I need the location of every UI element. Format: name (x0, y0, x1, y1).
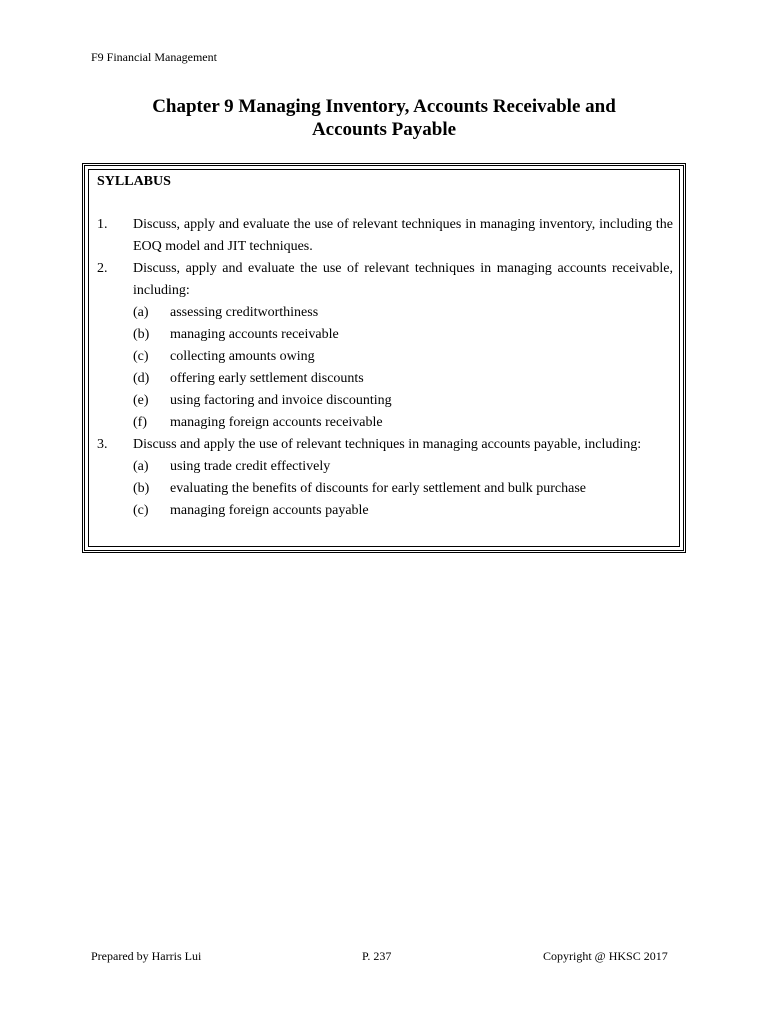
sub-item-label: (d) (133, 371, 150, 386)
sub-item-text: managing foreign accounts payable (170, 503, 369, 518)
sub-item-text: using factoring and invoice discounting (170, 393, 392, 408)
sub-item-label: (b) (133, 481, 150, 496)
footer-page-number: P. 237 (362, 949, 392, 963)
syllabus-sub-item (97, 324, 673, 346)
syllabus-item-text: Discuss, apply and evaluate the use of relevant techniques in managing accounts receivable, including: (133, 261, 673, 298)
syllabus-sub-item (97, 346, 673, 368)
syllabus-item-text: Discuss, apply and evaluate the use of relevant techniques in managing inventory, including the EOQ model and JIT techniques. (133, 217, 673, 254)
sub-item-text: managing accounts receivable (170, 327, 339, 342)
footer-copyright: Copyright @ HKSC 2017 (543, 949, 668, 963)
syllabus-item-number: 2. (97, 261, 108, 276)
syllabus-list (97, 214, 673, 522)
sub-item-text: collecting amounts owing (170, 349, 315, 364)
chapter-title-line-2: Accounts Payable (311, 119, 457, 140)
sub-item-label: (c) (133, 503, 149, 518)
sub-item-text: evaluating the benefits of discounts for early settlement and bulk purchase (170, 481, 586, 496)
chapter-title (84, 95, 684, 141)
sub-item-label: (e) (133, 393, 149, 408)
sub-item-label: (b) (133, 327, 150, 342)
sub-item-label: (f) (133, 415, 147, 430)
syllabus-sub-item (97, 478, 673, 500)
syllabus-item (97, 258, 673, 302)
syllabus-sub-item (97, 390, 673, 412)
syllabus-item-text: Discuss and apply the use of relevant techniques in managing accounts payable, including: (133, 437, 642, 452)
syllabus-sub-item (97, 412, 673, 434)
sub-item-text: managing foreign accounts receivable (170, 415, 383, 430)
footer-author: Prepared by Harris Lui (91, 949, 202, 963)
sub-item-label: (a) (133, 305, 149, 320)
chapter-title-line-1: Chapter 9 Managing Inventory, Accounts Receivable and (152, 96, 616, 117)
syllabus-item (97, 214, 673, 258)
sub-item-text: offering early settlement discounts (170, 371, 364, 386)
sub-item-label: (a) (133, 459, 149, 474)
sub-item-text: using trade credit effectively (170, 459, 331, 474)
syllabus-sub-item (97, 368, 673, 390)
page-header: F9 Financial Management (91, 50, 217, 64)
syllabus-sub-item (97, 302, 673, 324)
syllabus-heading: SYLLABUS (97, 174, 171, 189)
syllabus-sub-item (97, 500, 673, 522)
syllabus-box (82, 163, 686, 553)
sub-item-text: assessing creditworthiness (170, 305, 319, 320)
syllabus-item-number: 1. (97, 217, 108, 232)
syllabus-item-number: 3. (97, 437, 108, 452)
sub-item-label: (c) (133, 349, 149, 364)
syllabus-box-inner (88, 169, 680, 547)
syllabus-item (97, 434, 673, 456)
syllabus-sub-item (97, 456, 673, 478)
